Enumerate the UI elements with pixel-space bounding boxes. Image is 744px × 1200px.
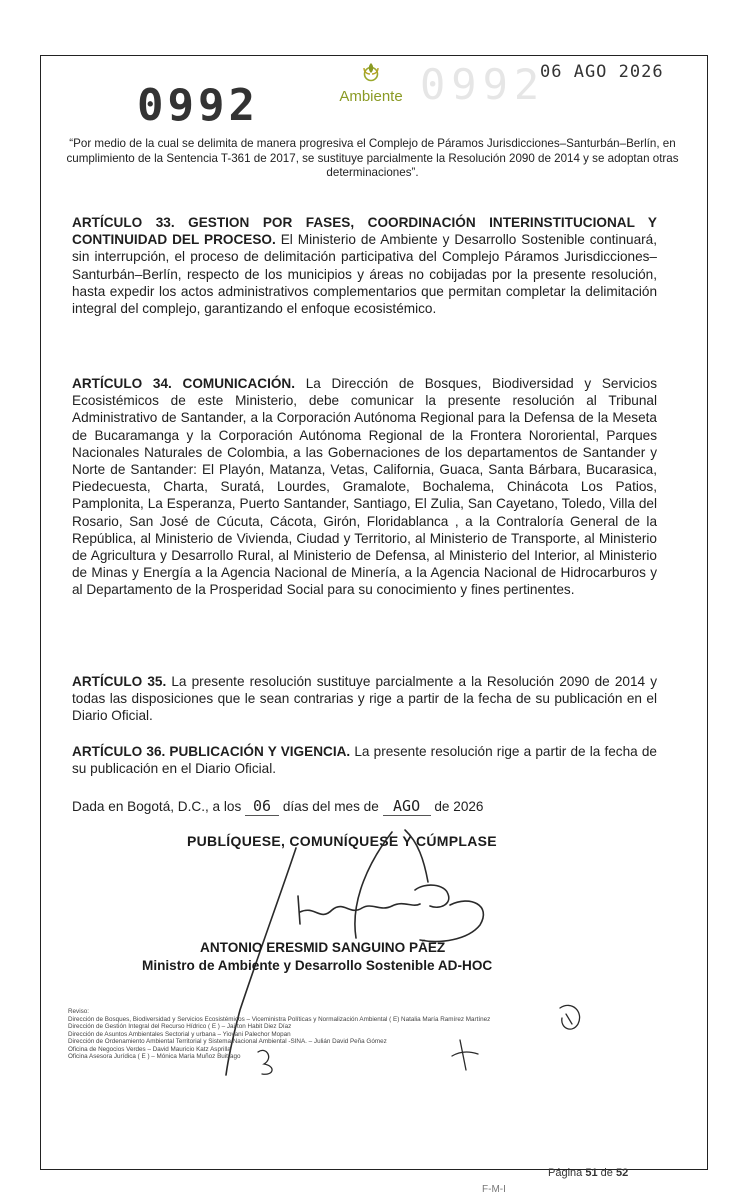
review-label: Reviso: [68,1008,89,1015]
handwritten-month: AGO [383,797,431,816]
review-line: Dirección de Gestión Integral del Recurso Hídrico ( E ) – Jairton Habit Diez Díaz [68,1023,292,1030]
page-number [548,1167,628,1179]
days-of-month-text: días del mes de [282,799,379,814]
given-date-line [72,797,484,816]
review-line: Dirección de Ordenamiento Ambiental Territorial y Sistema Nacional Ambiental -SINA. – Julián David Peña Gómez [68,1038,387,1045]
review-line: Oficina Asesora Jurídica ( E ) – Mónica María Muñoz Buitrago [68,1053,241,1060]
article-text: La Dirección de Bosques, Biodiversidad y Servicios Ecosistémicos de este Ministerio, debe comunicar la presente resolución al Tribunal Administrativo de Santander, a la Corporación Autónoma Regional para la Defensa de la Meseta de Bucaramanga y la Corporación Autónoma Regional de la Frontera Nororiental, Parques Nacionales Naturales de Colombia, a las Gobernaciones de los departamentos de Santander y Norte de Santander: El Playón, Matanza, Vetas, California, Guaca, Santa Bárbara, Bucarasica, Piedecuesta, Charta, Suratá, Lourdes, Gramalote, Bochalema, Chinácota Los Patios, Pamplonita, La Esperanza, Puerto Santander, Santiago, El Zulia, San Cayetano, Toledo, Villa del Rosario, San José de Cúcuta, Cácota, Girón, Floridablanca , a la Contraloría General de la República, al Ministerio de Vivienda, Ciudad y Territorio, al Ministerio de Transporte, al Ministerio de Agricultura y Desarrollo Rural, al Ministerio de Defensa, al Ministerio del Interior, al Ministerio de Minas y Energía a la Agencia Nacional de Minería, a la Agencia Nacional de Hidrocarburos y al Departamento de la Prosperidad Social para su conocimiento y fines pertinentes. [72,376,657,598]
form-code: F-M-I [482,1184,506,1195]
resolution-subject: “Por medio de la cual se delimita de manera progresiva el Complejo de Páramos Jurisdicciones–Santurbán–Berlín, en cumplimiento de la Sentencia T-361 de 2017, se sustituye parcialmente la Resolución 2090 de 2014 y se adoptan otras determinaciones”. [66,137,679,180]
review-line: Oficina de Negocios Verdes – David Mauricio Katz Asprilla [68,1045,231,1053]
page-total: 52 [615,1167,629,1179]
resolution-number: 0992 [137,80,259,131]
article-text: El Ministerio de Ambiente y Desarrollo Sostenible continuará, sin interrupción, el proceso de delimitación participativa del Complejo Páramos Jurisdicciones–Santurbán–Berlín, respecto de los municipios y áreas no cobijadas por la presente resolución, hasta expedir los actos administrativos complementarios que permitan completar la delimitación integral del complejo, garantizando el enfoque ecosistémico. [72,232,657,317]
article-35 [72,673,657,725]
handwritten-day: 06 [245,797,279,816]
article-heading: ARTÍCULO 36. PUBLICACIÓN Y VIGENCIA. [72,744,351,759]
article-heading: ARTÍCULO 34. COMUNICACIÓN. [72,376,296,391]
article-34 [72,375,657,599]
given-prefix: Dada en Bogotá, D.C., a los [72,799,242,814]
year-text: de 2026 [434,799,484,814]
article-heading: ARTÍCULO 35. [72,674,167,689]
page-current: 51 [585,1167,598,1179]
signer-name: ANTONIO ERESMID SANGUINO PÁEZ [200,940,446,955]
review-line: Dirección de Bosques, Biodiversidad y Servicios Ecosistémicos – Viceministra Políticas y Normalización Ambiental ( E) Natalia María Ramírez Martínez [68,1015,491,1023]
signer-title: Ministro de Ambiente y Desarrollo Sostenible AD-HOC [142,958,493,973]
leaf-emblem-icon [358,60,384,86]
review-block [68,1008,588,1061]
page-of: de [600,1167,613,1179]
article-33 [72,214,657,317]
faded-resolution-imprint: 0992 [420,60,546,109]
article-heading: ARTÍCULO 33. GESTION POR FASES, COORDINACIÓN INTERINSTITUCIONAL Y CONTINUIDAD DEL PROCESO. [72,215,657,248]
review-line: Dirección de Asuntos Ambientales Sectorial y urbana – Yiovani Palechor Mopan [68,1030,291,1038]
article-36 [72,743,657,777]
page-label: Página [548,1167,583,1179]
logo-text: Ambiente [339,88,403,105]
ministry-logo [326,60,416,105]
date-stamp: 06 AGO 2026 [540,62,664,82]
publication-formula: PUBLÍQUESE, COMUNÍQUESE Y CÚMPLASE [187,833,497,849]
article-text: La presente resolución rige a partir de la fecha de su publicación en el Diario Oficial. [72,744,657,777]
article-text: La presente resolución sustituye parcialmente a la Resolución 2090 de 2014 y todas las disposiciones que le sean contrarias y rige a partir de la fecha de su publicación en el Diario Oficial. [72,674,657,724]
